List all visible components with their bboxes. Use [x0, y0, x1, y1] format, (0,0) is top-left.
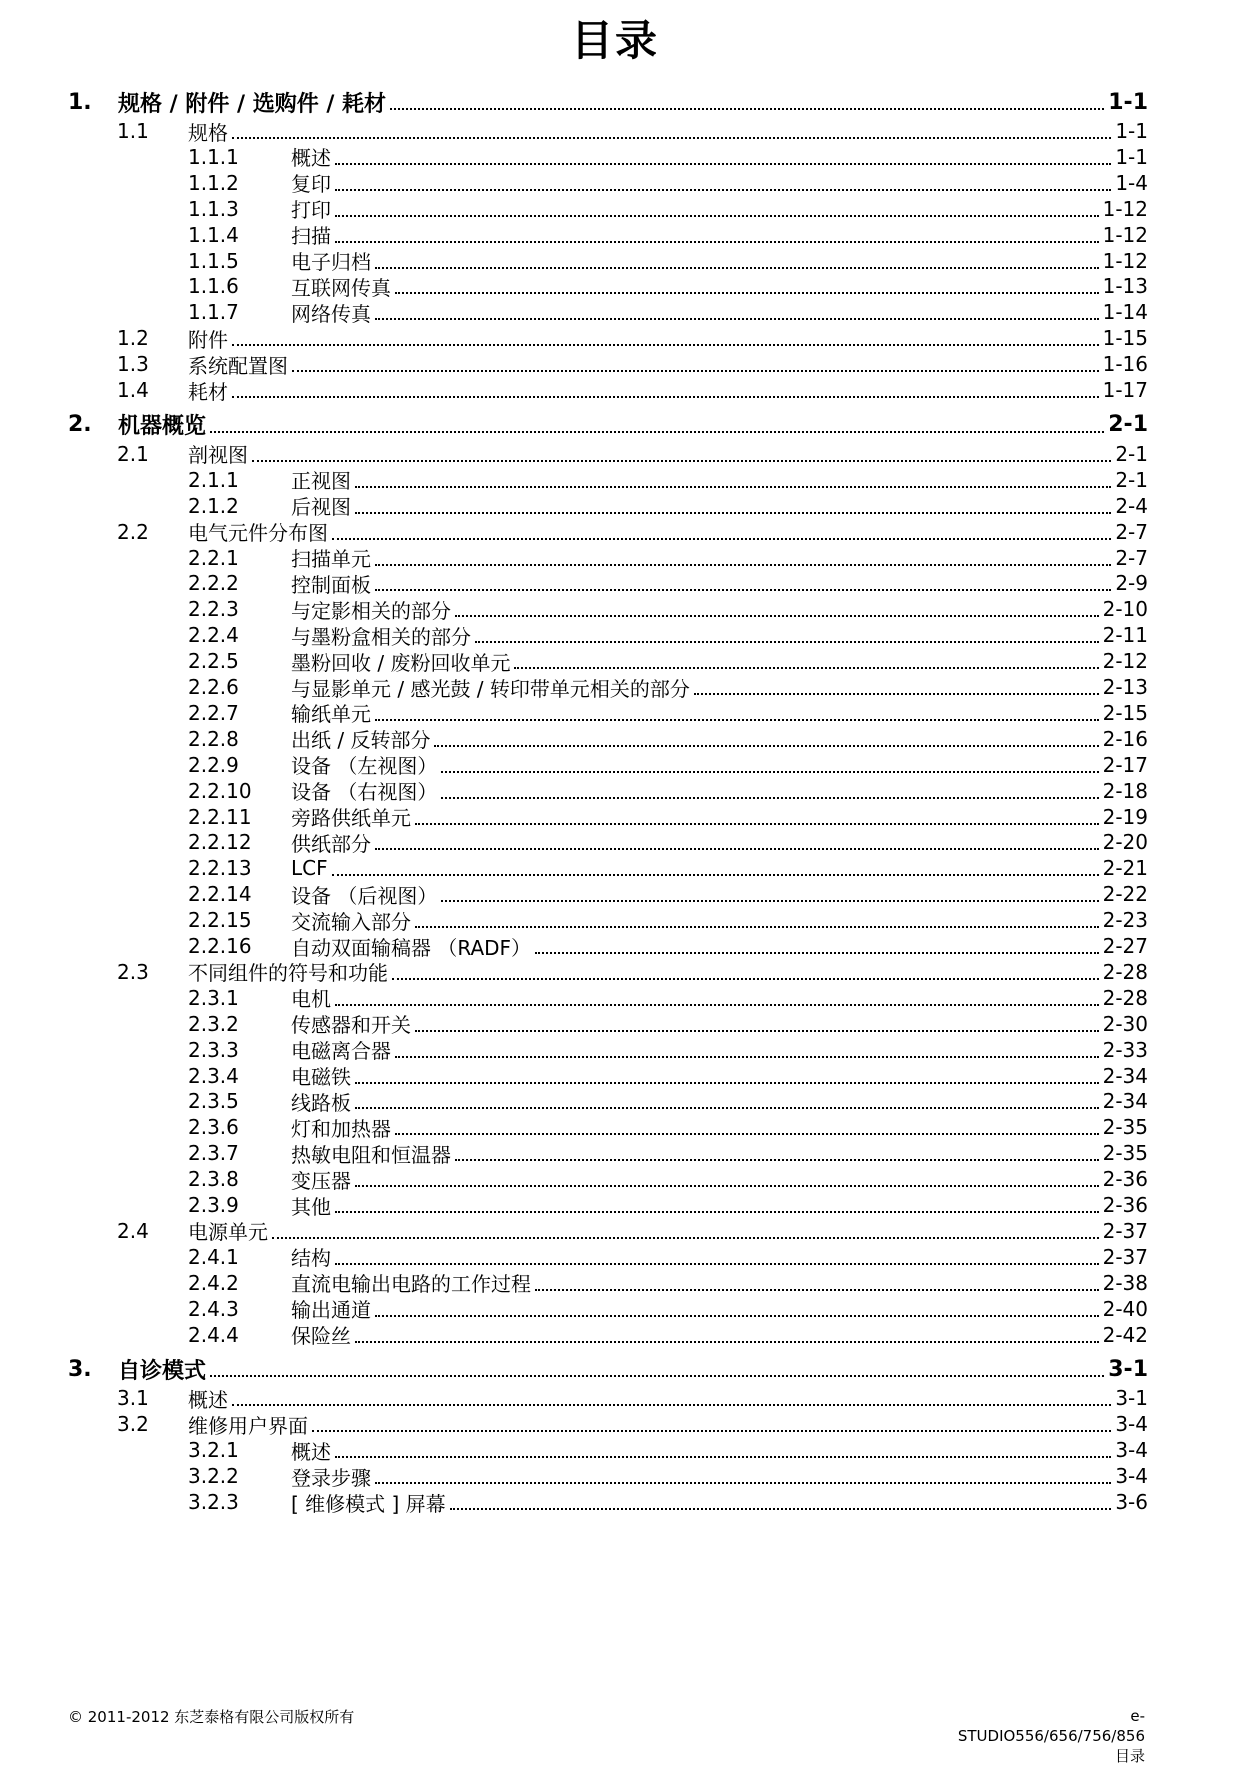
toc-title: [ 维修模式 ] 屏幕: [291, 1491, 446, 1516]
toc-number: 1.2: [117, 326, 149, 351]
toc-number: 3.2.3: [188, 1490, 239, 1514]
toc-item[interactable]: [0, 1462, 1148, 1490]
toc-dot-leader: [395, 1056, 1099, 1058]
toc-section[interactable]: [0, 411, 1148, 439]
toc-number: 2.3.6: [188, 1115, 239, 1140]
toc-number: 2.1: [117, 441, 149, 466]
toc-title: 自诊模式: [118, 1358, 207, 1384]
toc-title: 设备 （右视图）: [291, 780, 438, 805]
toc-number: 2.2: [117, 519, 149, 544]
toc-dot-leader: [210, 1375, 1104, 1377]
toc-page-number: 1-14: [1102, 300, 1148, 325]
toc-page-number: 2-34: [1102, 1089, 1148, 1114]
toc-page-number: 2-33: [1102, 1037, 1148, 1062]
toc-page-number: 2-37: [1102, 1244, 1148, 1269]
toc-item[interactable]: [0, 751, 1148, 779]
toc-title: 电气元件分布图: [188, 521, 328, 546]
toc-number: 2.3.8: [188, 1167, 239, 1192]
toc-dot-leader: [335, 1263, 1099, 1265]
toc-number: 2.3: [117, 959, 149, 984]
toc-number: 1.4: [117, 378, 149, 402]
toc-page-number: 2-1: [1108, 412, 1148, 438]
page-title: 目录: [570, 16, 659, 65]
toc-title: 登录步骤: [291, 1465, 371, 1490]
toc-item[interactable]: [0, 247, 1148, 275]
toc-item[interactable]: [0, 828, 1148, 856]
toc-dot-leader: [272, 1237, 1099, 1239]
toc-title: 扫描: [291, 224, 331, 249]
toc-title: 与墨粉盒相关的部分: [291, 624, 471, 649]
toc-dot-leader: [232, 344, 1099, 346]
toc-dot-leader: [455, 615, 1099, 617]
toc-page-number: 2-7: [1115, 519, 1148, 544]
toc-subsection[interactable]: [0, 1384, 1148, 1412]
toc-number: 2.3.7: [188, 1141, 239, 1166]
toc-number: 2.4.1: [188, 1244, 239, 1269]
toc-item[interactable]: [0, 1113, 1148, 1141]
toc-title: 其他: [291, 1194, 331, 1219]
toc-dot-leader: [395, 292, 1099, 294]
toc-item[interactable]: [0, 1036, 1148, 1064]
toc-page-number: 2-1: [1115, 467, 1148, 492]
toc-number: 3.: [68, 1356, 92, 1382]
toc-title: 打印: [291, 198, 331, 223]
footer-copyright: © 2011-2012 东芝泰格有限公司版权所有: [68, 1708, 355, 1726]
toc-subsection[interactable]: [0, 350, 1148, 378]
toc-dot-leader: [375, 1482, 1111, 1484]
toc-number: 2.2.5: [188, 649, 239, 674]
toc-title: LCF: [291, 856, 328, 881]
toc-title: 交流输入部分: [291, 909, 411, 934]
toc-page-number: 1-1: [1108, 89, 1148, 115]
toc-title: 附件: [188, 327, 228, 352]
toc-page-number: 2-4: [1115, 493, 1148, 518]
toc-number: 1.1.7: [188, 300, 239, 325]
toc-title: 线路板: [291, 1090, 351, 1115]
toc-number: 1.1.2: [188, 170, 239, 195]
toc-title: 旁路供纸单元: [291, 806, 411, 830]
toc-dot-leader: [390, 108, 1104, 110]
toc-dot-leader: [335, 215, 1099, 217]
toc-item[interactable]: [0, 1010, 1148, 1038]
toc-item[interactable]: [0, 1295, 1148, 1323]
toc-item[interactable]: [0, 1062, 1148, 1090]
toc-item[interactable]: [0, 1191, 1148, 1219]
toc-item[interactable]: [0, 1321, 1148, 1349]
toc-dot-leader: [441, 900, 1099, 902]
toc-page-number: 2-20: [1102, 830, 1148, 855]
toc-dot-leader: [375, 564, 1111, 566]
toc-subsection[interactable]: [0, 376, 1148, 404]
toc-item[interactable]: [0, 298, 1148, 326]
toc-item[interactable]: [0, 1243, 1148, 1271]
toc-page-number: 2-9: [1115, 571, 1148, 596]
toc-dot-leader: [415, 823, 1099, 825]
toc-page-number: 2-11: [1102, 623, 1148, 648]
toc-page-number: 2-22: [1102, 882, 1148, 907]
toc-page-number: 1-12: [1102, 248, 1148, 273]
toc-page-number: 2-37: [1102, 1218, 1148, 1243]
toc-dot-leader: [415, 1030, 1099, 1032]
toc-item[interactable]: [0, 1139, 1148, 1167]
toc-title: 维修用户界面: [188, 1413, 308, 1438]
toc-dot-leader: [355, 486, 1111, 488]
toc-page-number: 2-34: [1102, 1063, 1148, 1088]
toc-number: 2.2.14: [188, 882, 252, 907]
toc-item[interactable]: [0, 777, 1148, 805]
toc-number: 2.1.1: [188, 467, 239, 492]
toc-page-number: 2-21: [1102, 856, 1148, 881]
toc-title: 直流电输出电路的工作过程: [291, 1272, 531, 1297]
toc-subsection[interactable]: [0, 1217, 1148, 1245]
toc-title: 供纸部分: [291, 831, 371, 856]
toc-number: 1.1.5: [188, 248, 239, 273]
toc-item[interactable]: [0, 1488, 1148, 1516]
toc-number: 2.2.1: [188, 545, 239, 570]
toc-number: 2.2.16: [188, 934, 252, 958]
toc-title: 结构: [291, 1246, 331, 1271]
toc-number: 3.1: [117, 1386, 149, 1411]
toc-title: 电子归档: [291, 250, 371, 274]
toc-page-number: 2-35: [1102, 1115, 1148, 1140]
toc-page-number: 2-7: [1115, 545, 1148, 570]
toc-dot-leader: [694, 693, 1099, 695]
toc-item[interactable]: [0, 699, 1148, 727]
toc-title: 电磁铁: [291, 1065, 351, 1089]
toc-title: 输纸单元: [291, 702, 371, 727]
toc-title: 规格 / 附件 / 选购件 / 耗材: [118, 91, 387, 117]
toc-title: 与定影相关的部分: [291, 598, 451, 623]
toc-page-number: 2-16: [1102, 726, 1148, 751]
toc-page-number: 2-19: [1102, 804, 1148, 829]
toc-dot-leader: [335, 163, 1111, 165]
toc-item[interactable]: [0, 569, 1148, 597]
toc-page-number: 2-23: [1102, 908, 1148, 933]
footer-model: e-STUDIO556/656/756/856: [957, 1707, 1145, 1745]
toc-dot-leader: [292, 370, 1099, 372]
toc-number: 1.: [68, 89, 92, 115]
toc-number: 1.3: [117, 352, 149, 377]
toc-item[interactable]: [0, 169, 1148, 197]
toc-page-number: 2-1: [1115, 441, 1148, 466]
toc-number: 2.3.4: [188, 1063, 239, 1088]
toc-item[interactable]: [0, 673, 1148, 701]
toc-item[interactable]: [0, 595, 1148, 623]
toc-item[interactable]: [0, 854, 1148, 882]
toc-item[interactable]: [0, 492, 1148, 520]
toc-number: 3.2.2: [188, 1464, 239, 1489]
toc-page-number: 2-36: [1102, 1167, 1148, 1192]
toc-title: 传感器和开关: [291, 1013, 411, 1038]
toc-item[interactable]: [0, 1269, 1148, 1297]
toc-title: 出纸 / 反转部分: [291, 728, 431, 753]
toc-title: 电机: [291, 987, 331, 1012]
toc-dot-leader: [450, 1508, 1111, 1510]
toc-dot-leader: [312, 1430, 1111, 1432]
toc-number: 1.1.1: [188, 144, 239, 169]
toc-page-number: 1-13: [1102, 274, 1148, 299]
toc-item[interactable]: [0, 544, 1148, 572]
toc-item[interactable]: [0, 143, 1148, 171]
toc-item[interactable]: [0, 621, 1148, 649]
toc-page-number: 2-18: [1102, 778, 1148, 803]
toc-number: 2.2.3: [188, 597, 239, 622]
toc-title: 互联网传真: [291, 275, 391, 300]
toc-subsection[interactable]: [0, 117, 1148, 145]
toc-title: 不同组件的符号和功能: [188, 961, 388, 986]
toc-number: 2.3.3: [188, 1037, 239, 1062]
toc-title: 热敏电阻和恒温器: [291, 1142, 451, 1167]
toc-dot-leader: [335, 1004, 1099, 1006]
toc-dot-leader: [335, 1456, 1111, 1458]
toc-item[interactable]: [0, 272, 1148, 300]
toc-item[interactable]: [0, 906, 1148, 934]
toc-subsection[interactable]: [0, 958, 1148, 986]
toc-title: 墨粉回收 / 废粉回收单元: [291, 650, 511, 675]
toc-dot-leader: [335, 1211, 1099, 1213]
toc-title: 概述: [291, 146, 331, 171]
toc-page-number: 2-28: [1102, 959, 1148, 984]
toc-number: 2.: [68, 412, 92, 438]
toc-item[interactable]: [0, 221, 1148, 249]
toc-dot-leader: [355, 1185, 1099, 1187]
toc-item[interactable]: [0, 1087, 1148, 1115]
toc-number: 1.1.6: [188, 274, 239, 299]
toc-page-number: 3-4: [1115, 1464, 1148, 1489]
toc-dot-leader: [441, 797, 1099, 799]
toc-dot-leader: [355, 512, 1111, 514]
toc-page-number: 2-35: [1102, 1141, 1148, 1166]
toc-page-number: 3-4: [1115, 1412, 1148, 1437]
toc-title: 概述: [291, 1439, 331, 1464]
toc-subsection[interactable]: [0, 1410, 1148, 1438]
toc-number: 2.2.8: [188, 726, 239, 751]
toc-subsection[interactable]: [0, 440, 1148, 468]
toc-dot-leader: [415, 926, 1099, 928]
toc-title: 与显影单元 / 感光鼓 / 转印带单元相关的部分: [291, 676, 690, 701]
toc-page-number: 3-4: [1115, 1438, 1148, 1463]
toc-page-number: 1-16: [1102, 352, 1148, 377]
toc-item[interactable]: [0, 803, 1148, 831]
toc-dot-leader: [332, 874, 1099, 876]
footer-section: 目录: [1114, 1747, 1145, 1765]
toc-title: 设备 （后视图）: [291, 883, 438, 908]
toc-dot-leader: [375, 719, 1099, 721]
toc-dot-leader: [375, 589, 1111, 591]
toc-title: 系统配置图: [188, 353, 288, 378]
toc-number: 2.2.13: [188, 856, 252, 881]
toc-page-number: 3-1: [1115, 1386, 1148, 1411]
toc-page-number: 3-1: [1108, 1356, 1148, 1382]
toc-number: 2.4.2: [188, 1270, 239, 1295]
toc-number: 2.1.2: [188, 493, 239, 518]
toc-page-number: 1-15: [1102, 326, 1148, 351]
toc-title: 控制面板: [291, 572, 371, 597]
toc-number: 2.3.9: [188, 1193, 239, 1217]
toc-page-number: 2-10: [1102, 597, 1148, 622]
toc-dot-leader: [375, 267, 1099, 269]
toc-number: 2.4.3: [188, 1296, 239, 1321]
toc-page-number: 3-6: [1115, 1490, 1148, 1514]
toc-page-number: 2-15: [1102, 700, 1148, 725]
toc-title: 灯和加热器: [291, 1116, 391, 1141]
toc-dot-leader: [252, 460, 1111, 462]
toc-title: 后视图: [291, 495, 351, 520]
toc-page-number: 1-12: [1102, 196, 1148, 221]
toc-item[interactable]: [0, 984, 1148, 1012]
toc-number: 2.4: [117, 1218, 149, 1243]
toc-subsection[interactable]: [0, 324, 1148, 352]
toc-page-number: 1-12: [1102, 222, 1148, 247]
toc-page-number: 1-1: [1115, 119, 1148, 143]
toc-item[interactable]: [0, 195, 1148, 223]
toc-page-number: 2-40: [1102, 1296, 1148, 1321]
toc-dot-leader: [535, 1289, 1099, 1291]
toc-number: 2.2.9: [188, 752, 239, 777]
toc-number: 2.3.5: [188, 1089, 239, 1114]
toc-section[interactable]: [0, 1355, 1148, 1383]
toc-title: 概述: [188, 1387, 228, 1412]
toc-number: 2.2.4: [188, 623, 239, 648]
toc-dot-leader: [475, 641, 1099, 643]
toc-dot-leader: [232, 396, 1099, 398]
toc-dot-leader: [375, 1315, 1099, 1317]
toc-title: 自动双面输稿器 （RADF）: [291, 935, 532, 960]
toc-dot-leader: [514, 667, 1099, 669]
toc-dot-leader: [355, 1107, 1099, 1109]
toc-item[interactable]: [0, 880, 1148, 908]
toc-title: 剖视图: [188, 443, 248, 468]
toc-page-number: 1-1: [1115, 144, 1148, 169]
footer-model-info: [955, 1706, 1145, 1766]
toc-title: 规格: [188, 120, 228, 145]
toc-dot-leader: [355, 1341, 1099, 1343]
toc-item[interactable]: [0, 1165, 1148, 1193]
toc-number: 2.2.6: [188, 675, 239, 699]
toc-number: 2.2.2: [188, 571, 239, 596]
toc-dot-leader: [455, 1159, 1099, 1161]
toc-title: 机器概览: [118, 414, 207, 440]
toc-item[interactable]: [0, 466, 1148, 494]
toc-dot-leader: [232, 1404, 1111, 1406]
toc-dot-leader: [355, 1082, 1099, 1084]
toc-number: 2.2.7: [188, 700, 239, 725]
toc-item[interactable]: [0, 1436, 1148, 1464]
toc-dot-leader: [335, 189, 1111, 191]
toc-dot-leader: [375, 848, 1099, 850]
toc-number: 1.1.4: [188, 222, 239, 247]
toc-number: 3.2: [117, 1412, 149, 1437]
toc-dot-leader: [332, 538, 1111, 540]
toc-title: 耗材: [188, 379, 228, 404]
toc-item[interactable]: [0, 647, 1148, 675]
toc-dot-leader: [232, 137, 1111, 139]
toc-title: 电源单元: [188, 1220, 268, 1245]
toc-page-number: 1-4: [1115, 170, 1148, 195]
toc-page-number: 1-17: [1102, 378, 1148, 402]
toc-number: 2.2.12: [188, 830, 252, 855]
toc-dot-leader: [210, 431, 1104, 433]
toc-dot-leader: [434, 745, 1099, 747]
toc-dot-leader: [335, 241, 1099, 243]
toc-title: 网络传真: [291, 301, 371, 326]
toc-number: 2.3.1: [188, 985, 239, 1010]
toc-page-number: 2-13: [1102, 675, 1148, 699]
toc-item[interactable]: [0, 725, 1148, 753]
toc-title: 保险丝: [291, 1324, 351, 1348]
toc-title: 正视图: [291, 469, 351, 494]
toc-number: 2.2.11: [188, 804, 252, 829]
toc-number: 2.3.2: [188, 1011, 239, 1036]
toc-subsection[interactable]: [0, 518, 1148, 546]
toc-number: 3.2.1: [188, 1438, 239, 1463]
toc-title: 变压器: [291, 1168, 351, 1193]
toc-number: 2.2.15: [188, 908, 252, 933]
toc-page-number: 2-36: [1102, 1193, 1148, 1217]
toc-title: 电磁离合器: [291, 1039, 391, 1064]
toc-section[interactable]: [0, 88, 1148, 116]
toc-item[interactable]: [0, 932, 1148, 960]
toc-page-number: 2-30: [1102, 1011, 1148, 1036]
toc-number: 2.2.10: [188, 778, 252, 803]
toc-dot-leader: [395, 1133, 1099, 1135]
toc-number: 1.1: [117, 119, 149, 143]
toc-title: 输出通道: [291, 1298, 371, 1323]
toc-page-number: 2-38: [1102, 1270, 1148, 1295]
toc-page-number: 2-17: [1102, 752, 1148, 777]
toc-page-number: 2-42: [1102, 1322, 1148, 1347]
toc-title: 扫描单元: [291, 547, 371, 571]
toc-dot-leader: [441, 771, 1099, 773]
toc-page-number: 2-27: [1102, 934, 1148, 958]
toc-dot-leader: [375, 318, 1099, 320]
toc-dot-leader: [392, 978, 1099, 980]
toc-number: 1.1.3: [188, 196, 239, 221]
toc-number: 2.4.4: [188, 1322, 239, 1347]
toc-title: 设备 （左视图）: [291, 754, 438, 779]
toc-page-number: 2-28: [1102, 985, 1148, 1010]
toc-dot-leader: [535, 952, 1099, 954]
toc-page-number: 2-12: [1102, 649, 1148, 674]
toc-title: 复印: [291, 172, 331, 197]
